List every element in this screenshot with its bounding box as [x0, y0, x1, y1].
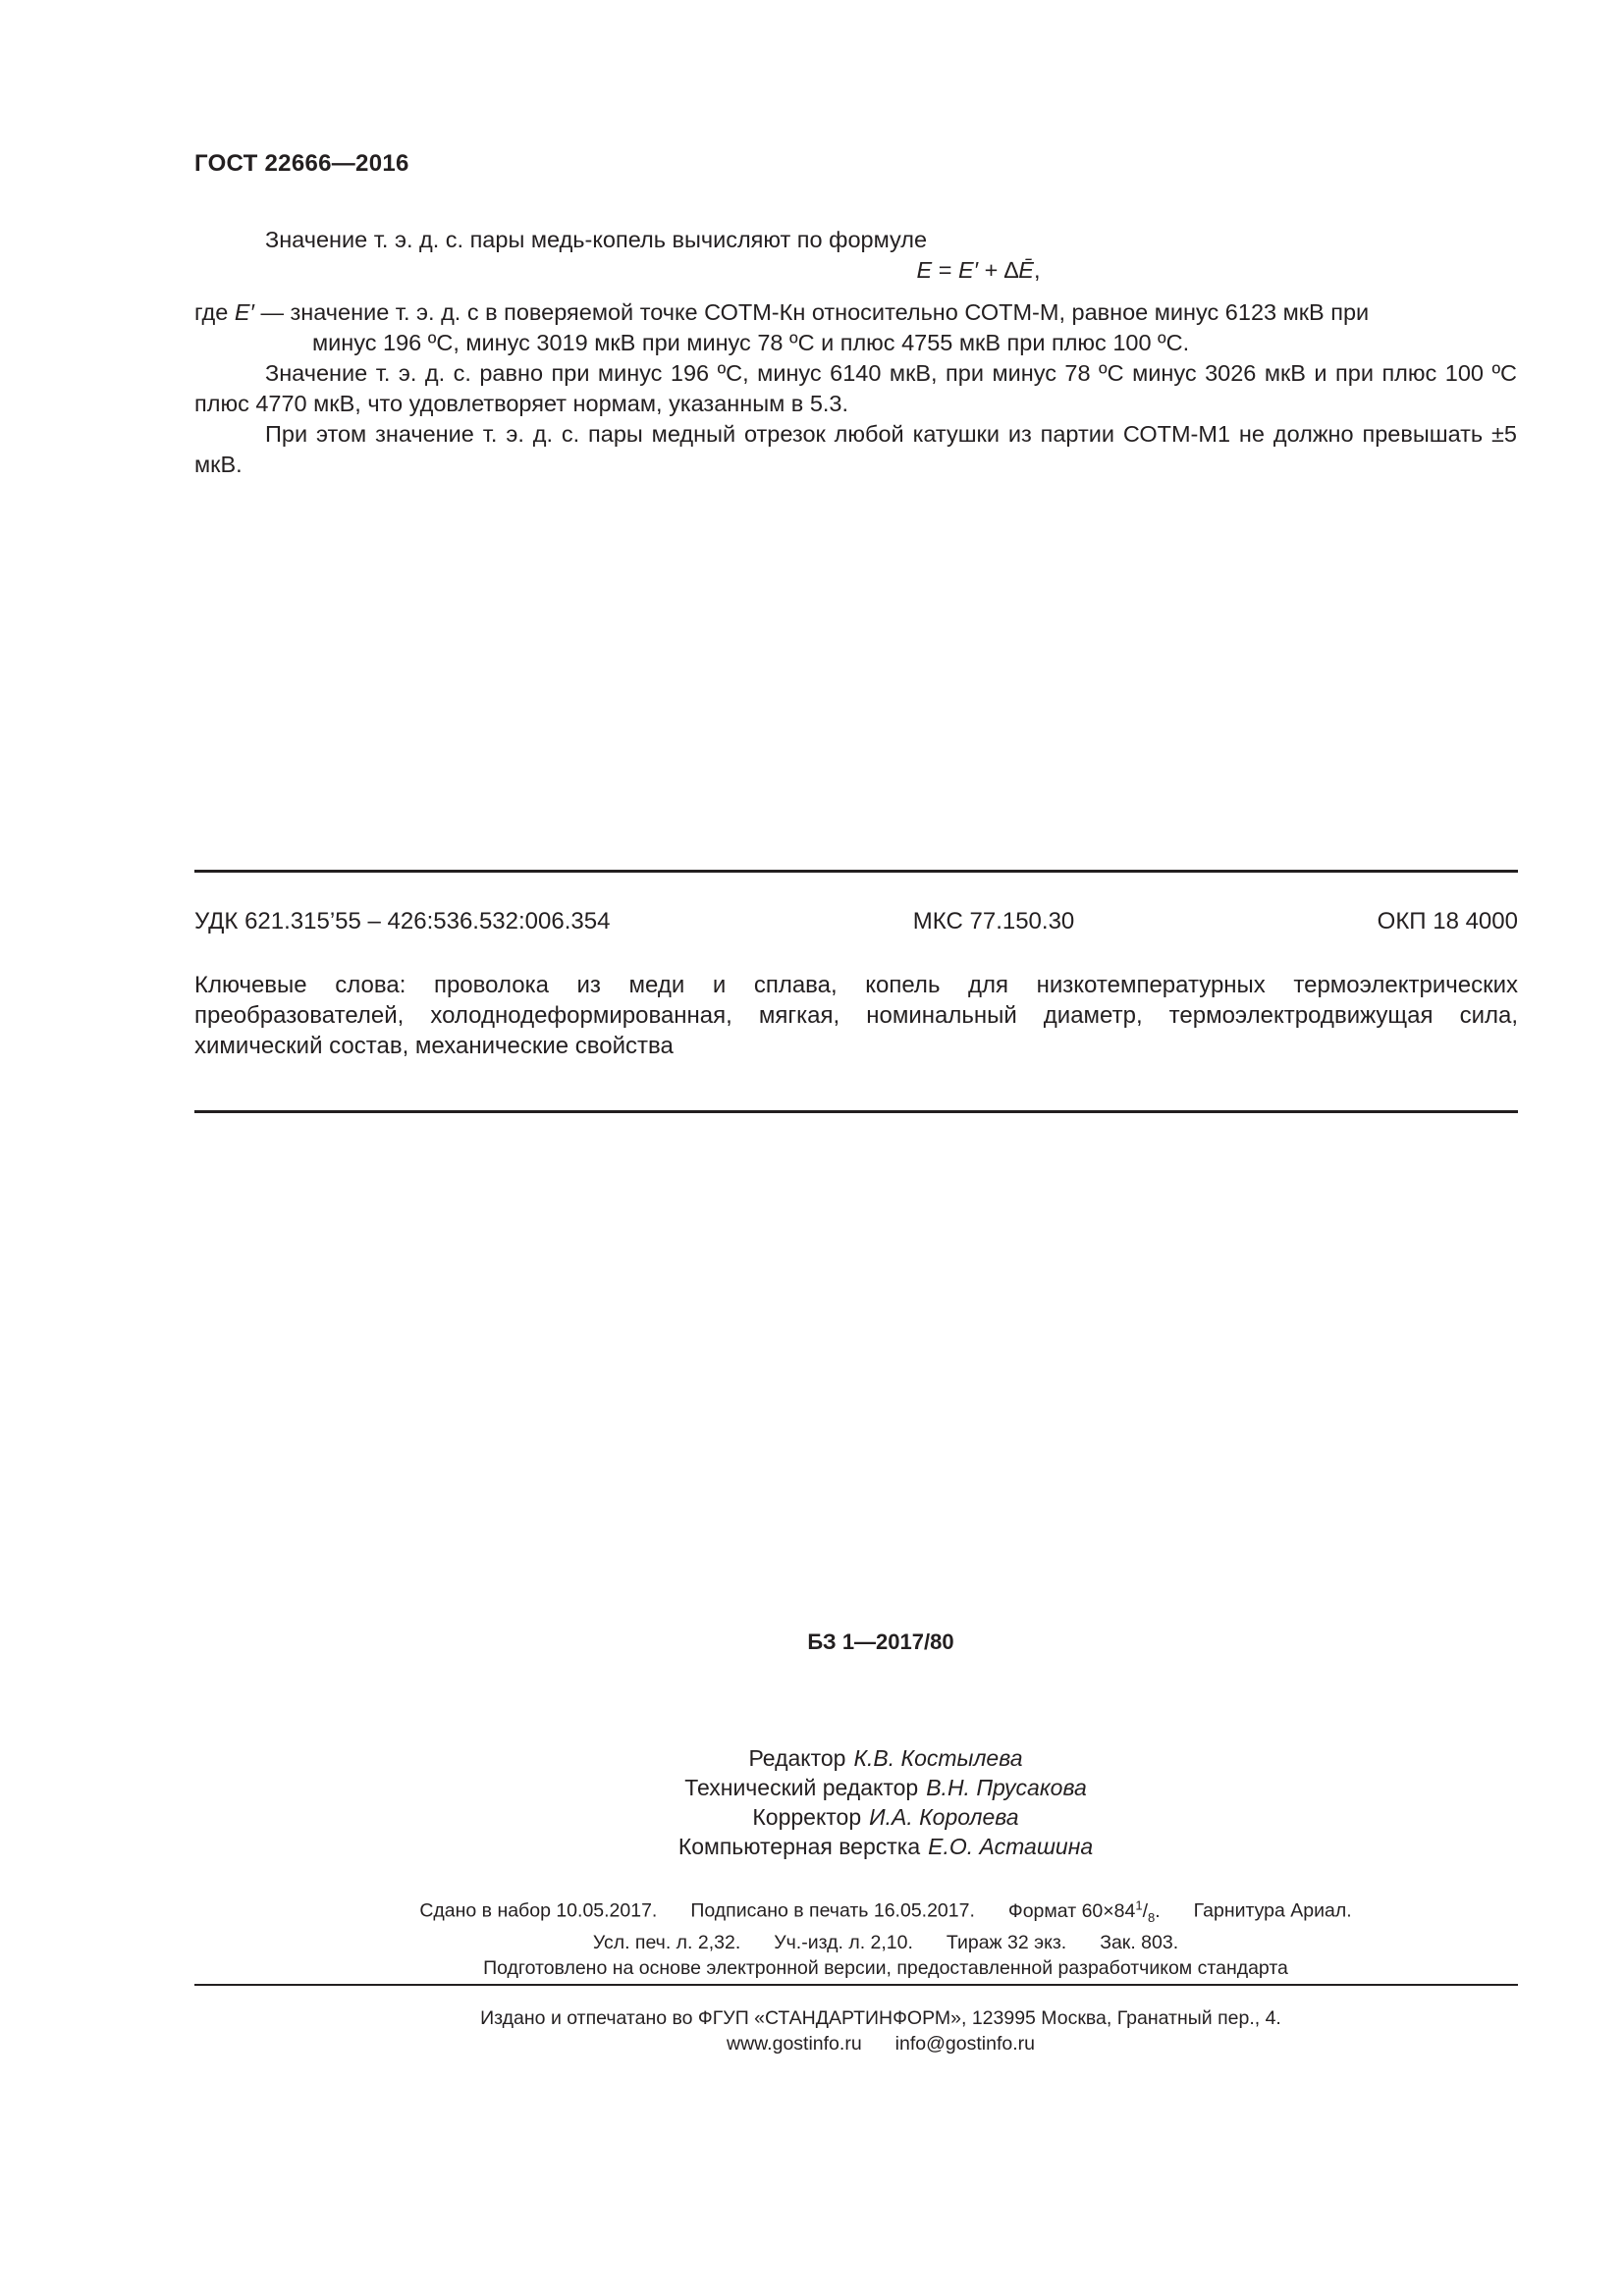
publisher-address: Издано и отпечатано во ФГУП «СТАНДАРТИНФОРМ», 123995 Москва, Гранатный пер., 4. — [480, 2007, 1281, 2029]
formula-tail: , — [1033, 257, 1041, 283]
staff-role: Корректор — [752, 1804, 862, 1830]
formula — [194, 255, 1517, 286]
staff-role: Редактор — [748, 1745, 846, 1771]
print-run: Тираж 32 экз. — [946, 1932, 1067, 1954]
imprint-row-2 — [0, 1930, 1624, 1955]
where-continuation: минус 196 ºС, минус 3019 мкВ при минус 78 ºС и плюс 4755 мкВ при плюс 100 ºС. — [312, 330, 1190, 355]
values-paragraph: Значение т. э. д. с. равно при минус 196 ºС, минус 6140 мкВ, при минус 78 ºС минус 3026 мкВ и при плюс 100 ºС плюс 4770 мкВ, что удовлетворяет нормам, указанным в 5.3. — [194, 360, 1517, 416]
body-text — [194, 225, 1517, 480]
divider-top — [194, 870, 1518, 873]
formula-lhs: E — [916, 257, 933, 283]
formula-correction: Ē — [1018, 257, 1034, 283]
paper-format: Формат $60\times 84^1/_8$. — [1007, 1897, 1161, 1925]
imprint — [0, 1893, 1624, 1981]
publisher-contacts — [0, 2031, 1624, 2056]
imprint-row-3: Подготовлено на основе электронной версии, предоставленной разработчиком стандарта — [483, 1957, 1288, 1980]
formula-plus: + — [978, 257, 1004, 283]
staff-row-proofreader — [0, 1802, 1624, 1832]
staff-row-editor — [0, 1743, 1624, 1773]
formula-delta: ∆ — [1003, 257, 1019, 283]
order-no: Зак. 803. — [1100, 1932, 1179, 1954]
tolerance-paragraph: При этом значение т. э. д. с. пары медный отрезок любой катушки из партии СОТМ-М1 не должно превышать ±5 мкВ. — [194, 421, 1517, 477]
where-definition: — значение т. э. д. с в поверяемой точке СОТМ-Кн относительно СОТМ-М, равное минус 6123 мкВ при — [253, 299, 1370, 325]
intro-paragraph: Значение т. э. д. с. пары медь-копель вычисляют по формуле — [265, 227, 928, 252]
staff-name: В.Н. Прусакова — [926, 1775, 1087, 1800]
order-number: БЗ 1—2017/80 — [807, 1629, 954, 1654]
staff-name: К.В. Костылева — [853, 1745, 1023, 1771]
staff-row-layout — [0, 1832, 1624, 1861]
signed-date: Подписано в печать 16.05.2017. — [690, 1899, 975, 1922]
staff-name: И.А. Королева — [869, 1804, 1019, 1830]
formula-equals: = — [932, 257, 958, 283]
divider-keywords — [194, 1110, 1518, 1113]
staff-list — [0, 1743, 1624, 1861]
submitted-date: Сдано в набор 10.05.2017. — [419, 1899, 658, 1922]
printed-sheets: Усл. печ. л. 2,32. — [592, 1932, 741, 1954]
formula-rhs-term: E′ — [957, 257, 979, 283]
udk-code: УДК 621.315’55 – 426:536.532:006.354 — [194, 908, 611, 934]
staff-role: Компьютерная верстка — [677, 1834, 921, 1859]
staff-name: Е.О. Асташина — [928, 1834, 1094, 1859]
imprint-row-1 — [0, 1893, 1624, 1930]
divider-bottom — [194, 1984, 1518, 1986]
edition-sheets: Уч.-изд. л. 2,10. — [774, 1932, 913, 1954]
where-prefix: где — [194, 299, 235, 325]
standard-number: ГОСТ 22666—2016 — [194, 150, 409, 177]
keywords: Ключевые слова: проволока из меди и сплава, копель для низкотемпературных термоэлектрических преобразователей, холоднодеформированная, мягкая, номинальный диаметр, термоэлектродвижущая сила, химический состав, механические свойства — [194, 972, 1518, 1059]
staff-row-tech-editor — [0, 1773, 1624, 1802]
typeface: Гарнитура Ариал. — [1193, 1899, 1352, 1922]
staff-role: Технический редактор — [684, 1775, 919, 1800]
okp-code: ОКП 18 4000 — [1377, 908, 1518, 934]
publisher-email[interactable]: info@gostinfo.ru — [894, 2033, 1035, 2055]
classification-row — [194, 908, 1518, 935]
where-clause — [194, 297, 1517, 328]
mks-code: МКС 77.150.30 — [912, 908, 1075, 934]
where-symbol: E′ — [234, 299, 254, 325]
publisher — [0, 2005, 1624, 2056]
publisher-website[interactable]: www.gostinfo.ru — [727, 2033, 862, 2055]
